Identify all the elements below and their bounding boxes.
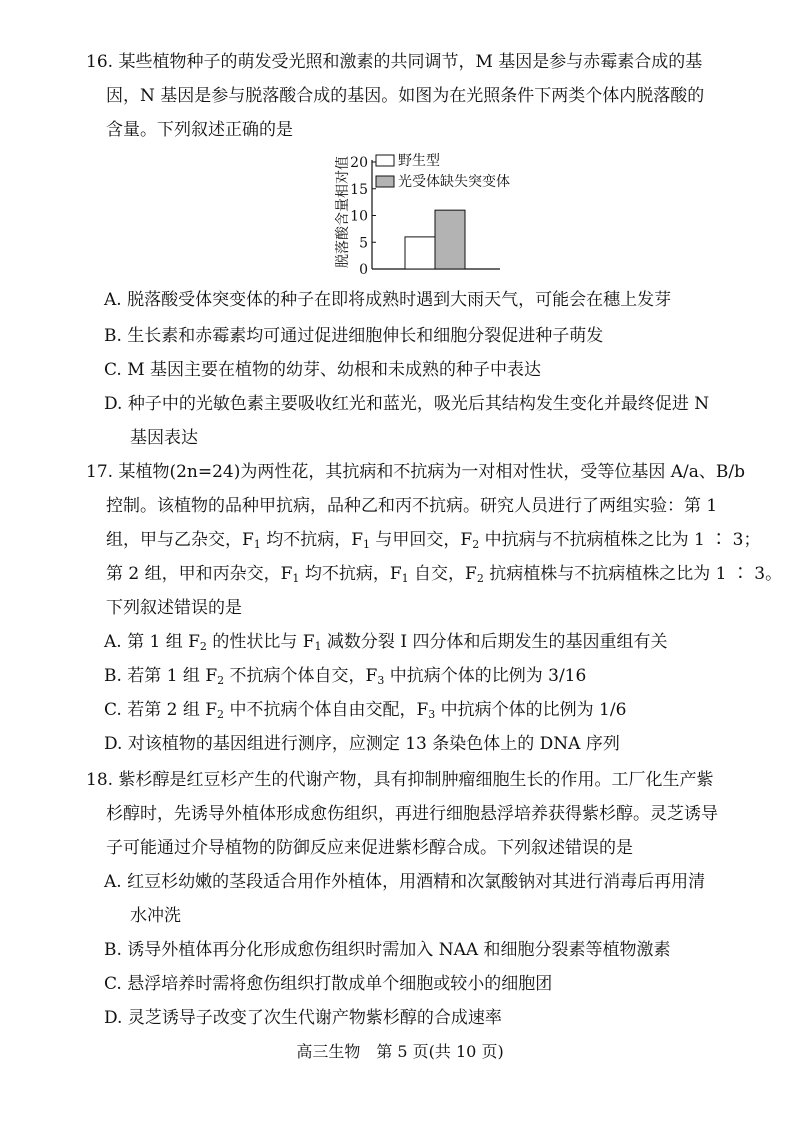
q17-option-c: C. 若第 2 组 $F_2$ 中不抗病个体自由交配，$F_3$ 中抗病个体的比例为 1/6: [104, 700, 627, 721]
q18-stem-line-3: 子可能通过介导植物的防御反应来促进紫杉醇合成。下列叙述错误的是: [106, 838, 633, 858]
q18-stem-line-2: 杉醇时，先诱导外植体形成愈伤组织，再进行细胞悬浮培养获得紫杉醇。灵芝诱导: [106, 804, 718, 824]
q17-option-a: A. 第 1 组 $F_2$ 的性状比与 $F_1$ 减数分裂 Ⅰ 四分体和后期发生的基因重组有关: [104, 632, 668, 653]
y-tick-label-0: 0: [359, 262, 368, 278]
y-tick-label-2: 10: [350, 208, 368, 225]
q17-stem-line-5: 下列叙述错误的是: [106, 598, 242, 618]
legend-label-wildtype: 野生型: [398, 153, 440, 169]
q18-option-b: B. 诱导外植体再分化形成愈伤组织时需加入 NAA 和细胞分裂素等植物激素: [104, 940, 671, 960]
q16-option-d-line-2: 基因表达: [130, 428, 198, 448]
bar-wildtype: [405, 237, 435, 269]
q17-option-b: B. 若第 1 组 $F_2$ 不抗病个体自交，$F_3$ 中抗病个体的比例为 3/16: [104, 666, 587, 687]
q18-option-a-line-1: A. 红豆杉幼嫩的茎段适合用作外植体，用酒精和次氯酸钠对其进行消毒后再用清: [104, 872, 706, 892]
legend-swatch-wildtype: [376, 155, 394, 166]
q16-option-d-line-1: D. 种子中的光敏色素主要吸收红光和蓝光，吸光后其结构发生变化并最终促进 N: [104, 394, 710, 414]
q18-option-a-line-2: 水冲洗: [130, 906, 181, 926]
q16-stem-line-3: 含量。下列叙述正确的是: [106, 120, 293, 140]
q17-stem-line-4: 第 2 组，甲和丙杂交，$F_1$ 均不抗病，$F_1$ 自交，$F_2$ 抗病植株与不抗病植株之比为 1 ∶ 3。: [106, 564, 783, 585]
chart-ylabel: 脱落酸含量相对值: [335, 156, 351, 268]
q16-option-c: C. M 基因主要在植物的幼芽、幼根和未成熟的种子中表达: [104, 360, 542, 380]
q16-stem-line-1: 16. 某些植物种子的萌发受光照和激素的共同调节，M 基因是参与赤霉素合成的基: [86, 52, 703, 72]
q18-option-c: C. 悬浮培养时需将愈伤组织打散成单个细胞或较小的细胞团: [104, 974, 553, 994]
q16-stem-line-2: 因，N 基因是参与脱落酸合成的基因。如图为在光照条件下两类个体内脱落酸的: [106, 86, 705, 106]
q18-option-d: D. 灵芝诱导子改变了次生代谢产物紫杉醇的合成速率: [104, 1008, 502, 1028]
q16-option-a: A. 脱落酸受体突变体的种子在即将成熟时遇到大雨天气，可能会在穗上发芽: [104, 290, 672, 310]
bar-mutant: [435, 210, 465, 269]
legend-swatch-mutant: [376, 176, 394, 187]
legend-label-mutant: 光受体缺失突变体: [398, 174, 510, 190]
q18-stem-line-1: 18. 紫杉醇是红豆杉产生的代谢产物，具有抑制肿瘤细胞生长的作用。工厂化生产紫: [86, 770, 714, 790]
y-tick-label-3: 15: [350, 181, 368, 198]
q17-stem-line-1: 17. 某植物(2n=24)为两性花，其抗病和不抗病为一对相对性状，受等位基因 A/a、B/b: [86, 462, 745, 482]
abscisic-acid-bar-chart: [330, 150, 550, 280]
q17-option-d: D. 对该植物的基因组进行测序，应测定 13 条染色体上的 DNA 序列: [104, 734, 620, 754]
y-tick-label-4: 20: [350, 155, 368, 171]
q16-option-b: B. 生长素和赤霉素均可通过促进细胞伸长和细胞分裂促进种子萌发: [104, 326, 604, 346]
page-footer: 高三生物 第 5 页(共 10 页): [296, 1042, 504, 1061]
q17-stem-line-2: 控制。该植物的品种甲抗病，品种乙和丙不抗病。研究人员进行了两组实验：第 1: [106, 496, 718, 516]
q17-stem-line-3: 组，甲与乙杂交，$F_1$ 均不抗病，$F_1$ 与甲回交，$F_2$ 中抗病与不抗病植株之比为 1 ∶ 3；: [106, 530, 761, 551]
y-tick-label-1: 5: [359, 235, 368, 252]
